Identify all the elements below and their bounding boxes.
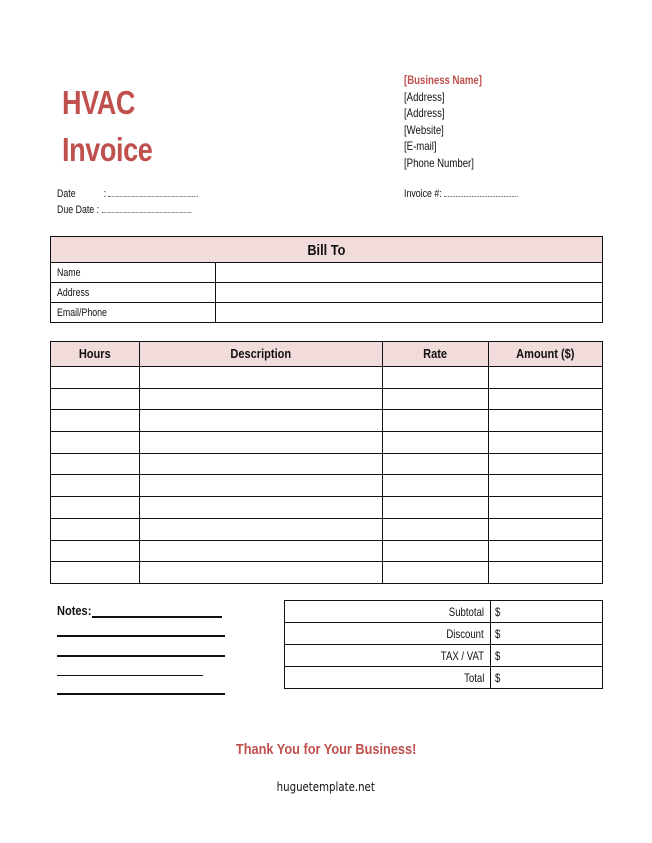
date-label: Date bbox=[57, 188, 76, 200]
business-phone[interactable]: [Phone Number] bbox=[404, 155, 474, 170]
notes-line-5[interactable] bbox=[57, 693, 225, 695]
line-item-row bbox=[51, 497, 603, 519]
line-item-row bbox=[51, 453, 603, 475]
business-name[interactable]: [Business Name] bbox=[404, 73, 482, 87]
line-item-hours-cell[interactable] bbox=[51, 367, 140, 389]
thank-you-message: Thank You for Your Business! bbox=[235, 741, 417, 758]
line-item-description-cell[interactable] bbox=[140, 497, 383, 519]
line-item-row bbox=[51, 540, 603, 562]
line-item-amount-cell[interactable] bbox=[489, 497, 603, 519]
title-invoice: Invoice bbox=[62, 131, 153, 168]
invoice-number-input-line[interactable] bbox=[444, 189, 518, 197]
line-item-row bbox=[51, 475, 603, 497]
line-items-table bbox=[50, 341, 603, 584]
line-item-hours-cell[interactable] bbox=[51, 497, 140, 519]
line-item-row bbox=[51, 518, 603, 540]
line-item-hours-cell[interactable] bbox=[51, 410, 140, 432]
line-item-amount-cell[interactable] bbox=[489, 475, 603, 497]
line-item-description-cell[interactable] bbox=[140, 410, 383, 432]
column-hours: Hours bbox=[51, 342, 140, 367]
subtotal-value[interactable]: $ bbox=[491, 601, 603, 623]
bill-to-table bbox=[50, 236, 603, 323]
business-address-2[interactable]: [Address] bbox=[404, 106, 445, 120]
line-item-hours-cell[interactable] bbox=[51, 562, 140, 584]
line-item-amount-cell[interactable] bbox=[489, 562, 603, 584]
line-item-amount-cell[interactable] bbox=[489, 388, 603, 410]
line-item-row bbox=[51, 367, 603, 389]
bill-to-name-input[interactable] bbox=[216, 263, 603, 283]
due-date-field[interactable] bbox=[57, 204, 191, 216]
notes-line-1[interactable] bbox=[92, 616, 222, 618]
line-item-row bbox=[51, 562, 603, 584]
column-rate: Rate bbox=[383, 342, 489, 367]
line-item-description-cell[interactable] bbox=[140, 367, 383, 389]
line-item-amount-cell[interactable] bbox=[489, 410, 603, 432]
business-info bbox=[404, 72, 482, 171]
bill-to-row-email-phone: Email/Phone bbox=[51, 303, 603, 323]
line-item-description-cell[interactable] bbox=[140, 388, 383, 410]
business-address-1[interactable]: [Address] bbox=[404, 89, 445, 104]
notes-line-4[interactable] bbox=[57, 675, 203, 676]
line-item-amount-cell[interactable] bbox=[489, 432, 603, 454]
bill-to-address-input[interactable] bbox=[216, 283, 603, 303]
line-item-description-cell[interactable] bbox=[140, 540, 383, 562]
line-item-description-cell[interactable] bbox=[140, 562, 383, 584]
bill-to-row-address: Address bbox=[51, 283, 603, 303]
date-field[interactable]: Date : bbox=[57, 188, 198, 200]
line-item-amount-cell[interactable] bbox=[489, 367, 603, 389]
line-item-rate-cell[interactable] bbox=[383, 497, 489, 519]
line-item-description-cell[interactable] bbox=[140, 453, 383, 475]
title-hvac: HVAC bbox=[62, 84, 136, 121]
footer-website: huguetemplate.net bbox=[276, 780, 376, 794]
line-item-description-cell[interactable] bbox=[140, 518, 383, 540]
invoice-number-label: Invoice #: bbox=[404, 188, 442, 200]
line-item-rate-cell[interactable] bbox=[383, 432, 489, 454]
line-item-description-cell[interactable] bbox=[140, 432, 383, 454]
totals-row-total: Total $ bbox=[285, 667, 603, 689]
tax-value[interactable]: $ bbox=[491, 645, 603, 667]
discount-value[interactable]: $ bbox=[491, 623, 603, 645]
line-item-hours-cell[interactable] bbox=[51, 453, 140, 475]
line-item-hours-cell[interactable] bbox=[51, 432, 140, 454]
line-item-description-cell[interactable] bbox=[140, 475, 383, 497]
line-item-amount-cell[interactable] bbox=[489, 453, 603, 475]
line-item-rate-cell[interactable] bbox=[383, 388, 489, 410]
line-item-hours-cell[interactable] bbox=[51, 518, 140, 540]
line-item-rate-cell[interactable] bbox=[383, 562, 489, 584]
line-item-row bbox=[51, 432, 603, 454]
line-item-hours-cell[interactable] bbox=[51, 475, 140, 497]
line-item-rate-cell[interactable] bbox=[383, 410, 489, 432]
line-item-rate-cell[interactable] bbox=[383, 453, 489, 475]
line-item-rate-cell[interactable] bbox=[383, 475, 489, 497]
due-date-label: Due Date : bbox=[57, 204, 100, 216]
total-value[interactable]: $ bbox=[491, 667, 603, 689]
line-item-amount-cell[interactable] bbox=[489, 540, 603, 562]
line-item-rate-cell[interactable] bbox=[383, 518, 489, 540]
date-input-line[interactable] bbox=[109, 189, 199, 197]
business-email[interactable]: [E-mail] bbox=[404, 139, 437, 153]
line-item-row bbox=[51, 410, 603, 432]
notes-label: Notes: bbox=[57, 603, 92, 618]
line-item-rate-cell[interactable] bbox=[383, 540, 489, 562]
line-item-row bbox=[51, 388, 603, 410]
totals-row-tax: TAX / VAT $ bbox=[285, 645, 603, 667]
invoice-number-field[interactable] bbox=[404, 188, 518, 200]
business-website[interactable]: [Website] bbox=[404, 122, 444, 137]
notes-line-2[interactable] bbox=[57, 635, 225, 637]
column-description: Description bbox=[140, 342, 383, 367]
bill-to-header: Bill To bbox=[51, 237, 603, 263]
line-item-hours-cell[interactable] bbox=[51, 540, 140, 562]
totals-table bbox=[284, 600, 603, 689]
bill-to-email-phone-input[interactable] bbox=[216, 303, 603, 323]
line-item-amount-cell[interactable] bbox=[489, 518, 603, 540]
due-date-input-line[interactable] bbox=[102, 205, 192, 213]
bill-to-row-name: Name bbox=[51, 263, 603, 283]
notes-line-3[interactable] bbox=[57, 655, 225, 657]
column-amount: Amount ($) bbox=[489, 342, 603, 367]
totals-row-discount: Discount $ bbox=[285, 623, 603, 645]
line-item-rate-cell[interactable] bbox=[383, 367, 489, 389]
totals-row-subtotal: Subtotal $ bbox=[285, 601, 603, 623]
line-item-hours-cell[interactable] bbox=[51, 388, 140, 410]
